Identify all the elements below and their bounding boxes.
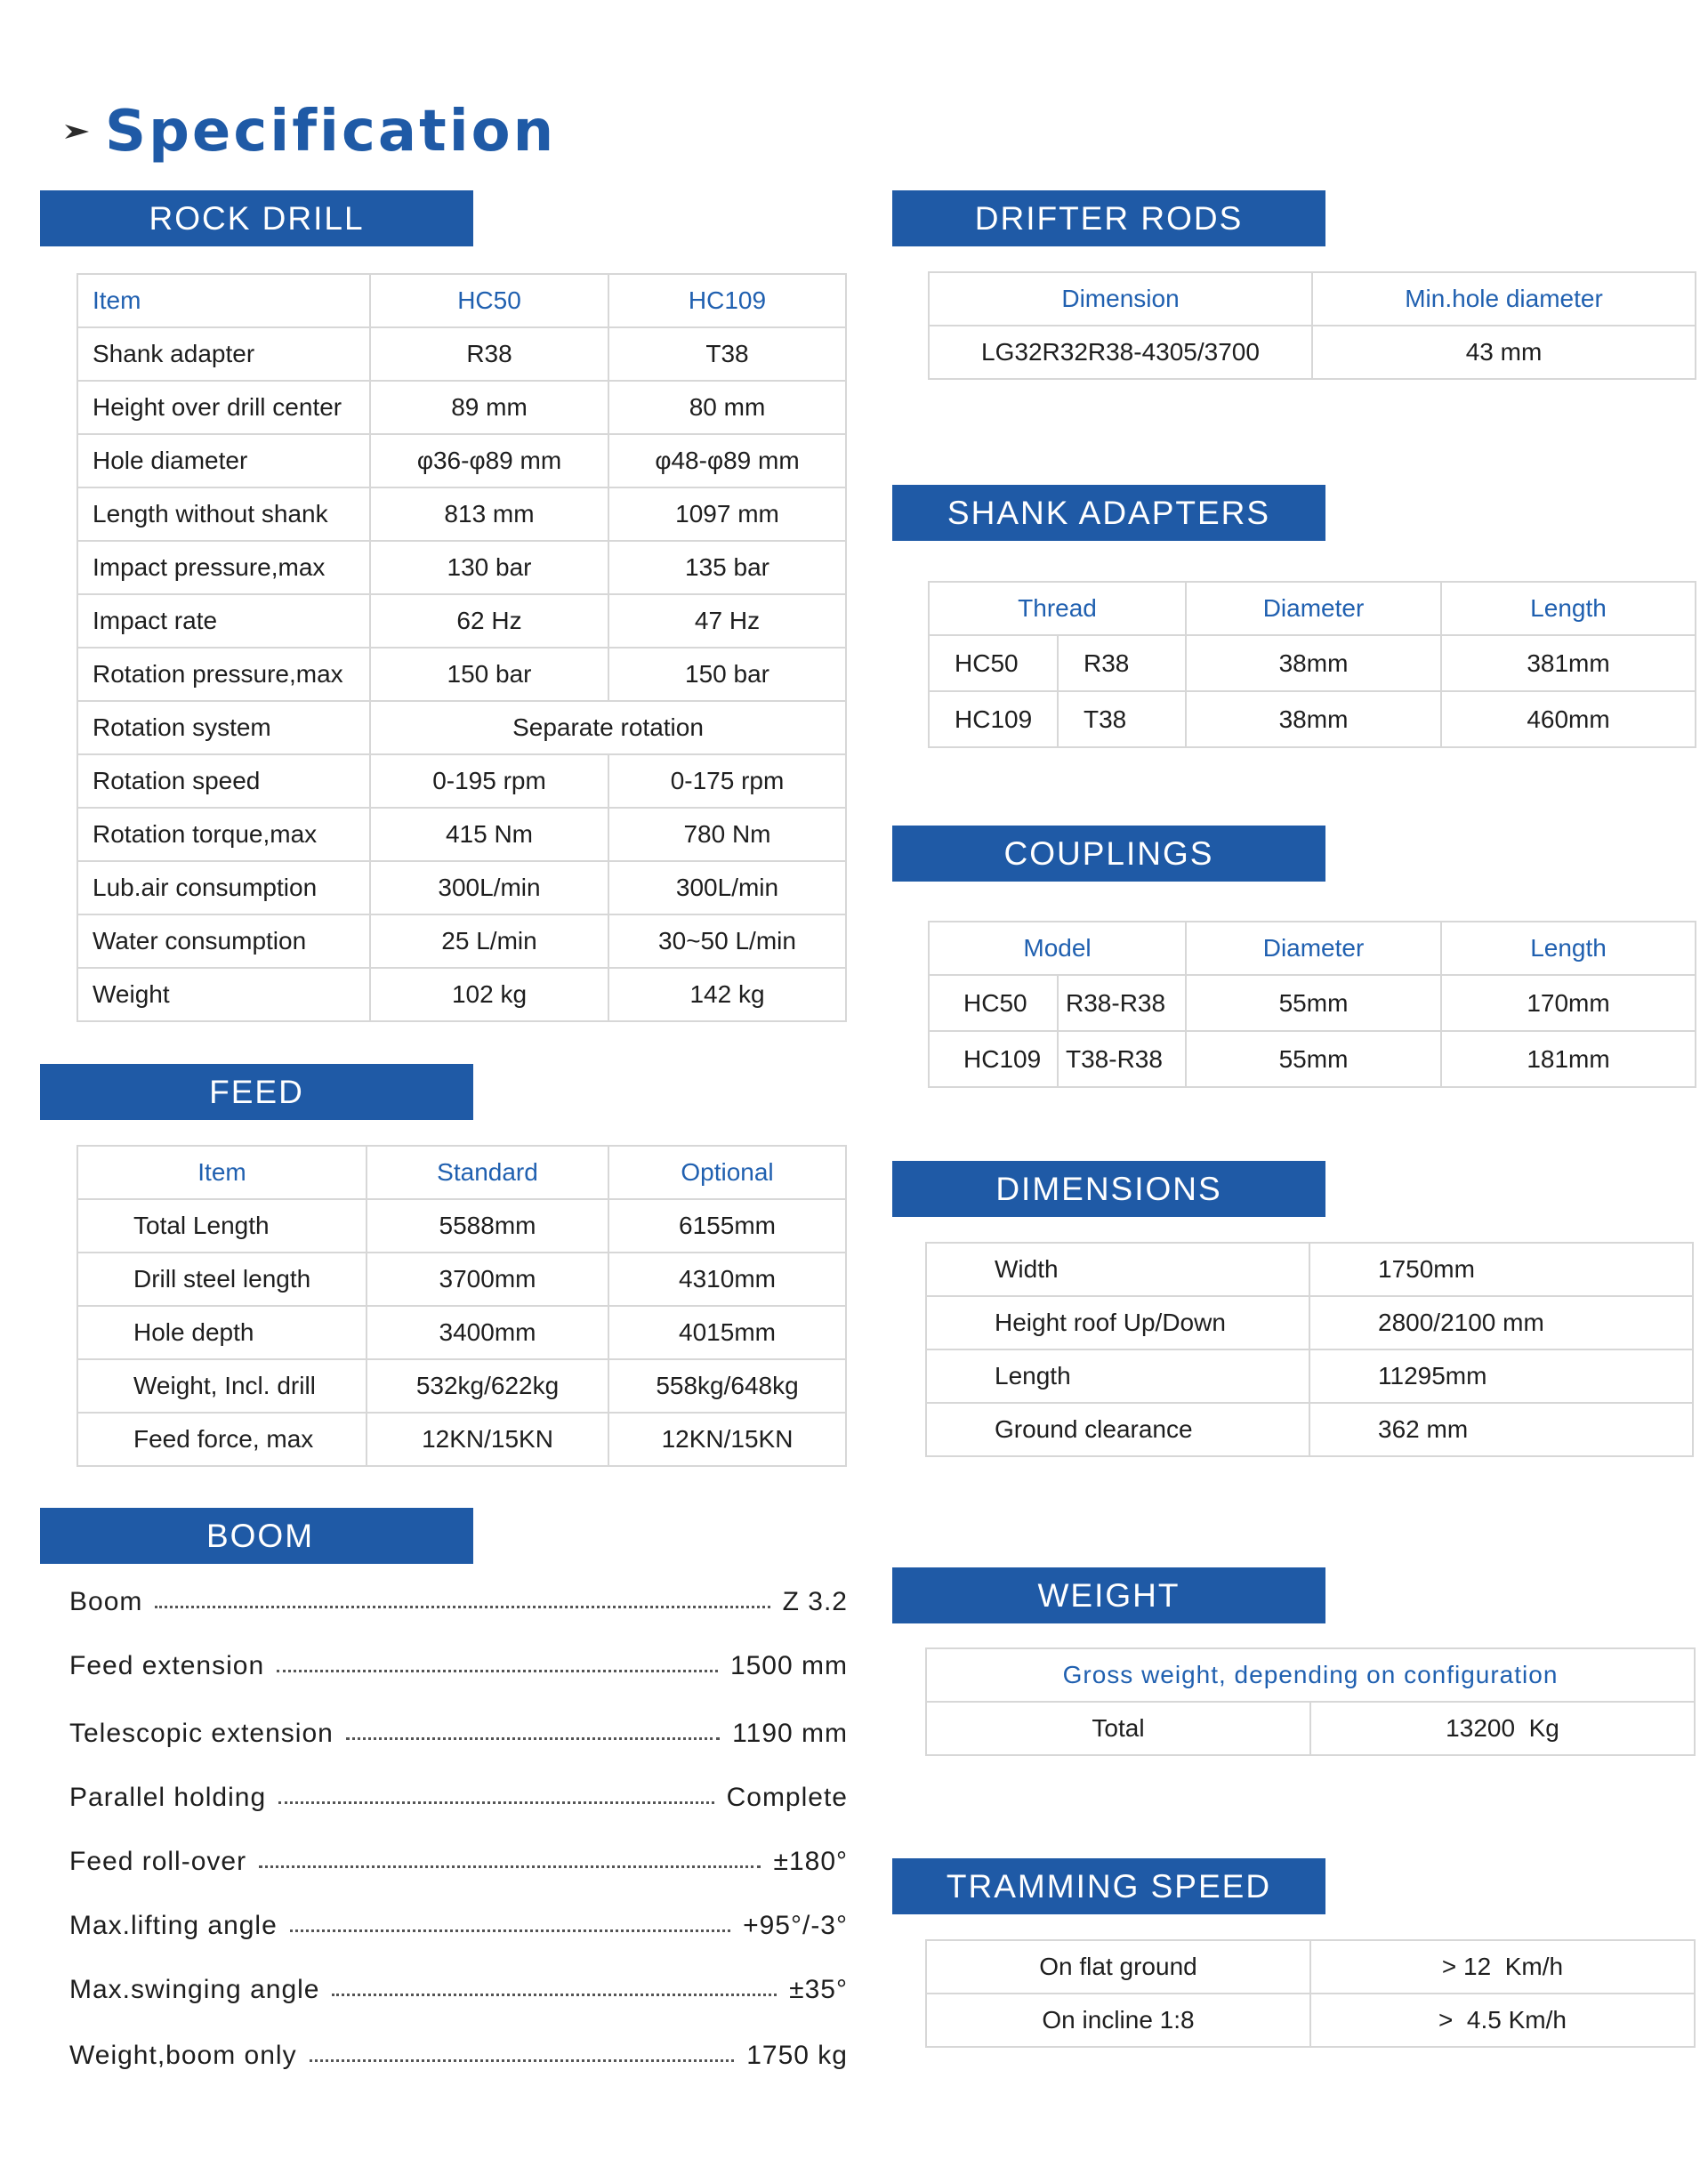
- table-row: [77, 1413, 846, 1466]
- boom-spec-row: [69, 1970, 848, 2005]
- table-row: [77, 594, 846, 648]
- hc50-value: φ36-φ89 mm: [370, 434, 608, 487]
- hc109-value: 300L/min: [608, 861, 846, 914]
- boom-label: Parallel holding: [69, 1783, 267, 1812]
- dimensions-header: DIMENSIONS: [892, 1161, 1325, 1217]
- boom-value: 1190 mm: [732, 1719, 848, 1748]
- table-row: [77, 914, 846, 968]
- row-label: Hole diameter: [77, 434, 370, 487]
- couplings-header: COUPLINGS: [892, 826, 1325, 882]
- row-label: Length: [926, 1349, 1309, 1403]
- length-value: 381mm: [1441, 635, 1696, 691]
- table-row: [77, 648, 846, 701]
- hc50-value: 0-195 rpm: [370, 754, 608, 808]
- table-row: [929, 1031, 1696, 1087]
- boom-spec-row: [69, 1582, 848, 1617]
- optional-value: 12KN/15KN: [608, 1413, 846, 1466]
- row-value: 13200 Kg: [1310, 1702, 1695, 1755]
- table-row: [77, 327, 846, 381]
- optional-value: 4310mm: [608, 1253, 846, 1306]
- diameter-value: 38mm: [1186, 691, 1441, 747]
- row-label: Water consumption: [77, 914, 370, 968]
- boom-value: +95°/-3°: [743, 1911, 848, 1940]
- hc50-value: 300L/min: [370, 861, 608, 914]
- table-row: [926, 1940, 1695, 1994]
- length-value: 181mm: [1441, 1031, 1696, 1087]
- couplings-col-length: Length: [1441, 922, 1696, 975]
- row-label: Shank adapter: [77, 327, 370, 381]
- shank-col-thread: Thread: [929, 582, 1186, 635]
- hc50-value: 150 bar: [370, 648, 608, 701]
- hc50-value: 102 kg: [370, 968, 608, 1021]
- boom-spec-row: [69, 1841, 848, 1877]
- row-label: Length without shank: [77, 487, 370, 541]
- rock-drill-col-hc109: HC109: [608, 274, 846, 327]
- couplings-table: [928, 921, 1696, 1088]
- boom-label: Feed extension: [69, 1651, 265, 1680]
- drifter-rods-table: [928, 271, 1696, 380]
- tramming-speed-header: TRAMMING SPEED: [892, 1858, 1325, 1914]
- row-label: Total: [926, 1702, 1310, 1755]
- boom-value: 1500 mm: [729, 1651, 848, 1680]
- table-row: [77, 541, 846, 594]
- diameter-value: 55mm: [1186, 975, 1441, 1031]
- weight-table: [925, 1647, 1696, 1756]
- page-title-area: [62, 96, 556, 167]
- dotted-leader: [277, 1670, 718, 1672]
- drifter-col-dimension: Dimension: [929, 272, 1312, 326]
- hc109-value: 1097 mm: [608, 487, 846, 541]
- standard-value: 3700mm: [367, 1253, 608, 1306]
- hc109-value: 150 bar: [608, 648, 846, 701]
- boom-spec-row: [69, 1713, 848, 1749]
- rock-drill-header: ROCK DRILL: [40, 190, 473, 246]
- rock-drill-col-hc50: HC50: [370, 274, 608, 327]
- row-label: On incline 1:8: [926, 1994, 1310, 2047]
- hc50-value: 415 Nm: [370, 808, 608, 861]
- boom-value: ±35°: [789, 1975, 848, 2004]
- optional-value: 6155mm: [608, 1199, 846, 1253]
- table-row: [77, 808, 846, 861]
- boom-label: Boom: [69, 1587, 143, 1616]
- dotted-leader: [332, 1994, 777, 1996]
- table-row: [77, 434, 846, 487]
- table-row: [929, 326, 1696, 379]
- row-value: 11295mm: [1309, 1349, 1693, 1403]
- diameter-value: 55mm: [1186, 1031, 1441, 1087]
- table-row: [926, 1702, 1695, 1755]
- table-row: [926, 1349, 1693, 1403]
- row-label: Rotation torque,max: [77, 808, 370, 861]
- row-label: Height roof Up/Down: [926, 1296, 1309, 1349]
- couplings-col-model: Model: [929, 922, 1186, 975]
- dotted-leader: [290, 1929, 730, 1932]
- length-value: 460mm: [1441, 691, 1696, 747]
- hc109-value: 80 mm: [608, 381, 846, 434]
- min-hole-value: 43 mm: [1312, 326, 1696, 379]
- shank-adapters-table: [928, 581, 1696, 748]
- thread-value: T38: [1058, 691, 1186, 747]
- thread-value: R38-R38: [1058, 975, 1186, 1031]
- table-row: [77, 1306, 846, 1359]
- boom-value: ±180°: [773, 1847, 848, 1876]
- table-row: [926, 1243, 1693, 1296]
- boom-label: Telescopic extension: [69, 1719, 334, 1748]
- hc109-value: 47 Hz: [608, 594, 846, 648]
- thread-value: T38-R38: [1058, 1031, 1186, 1087]
- standard-value: 3400mm: [367, 1306, 608, 1359]
- hc109-value: T38: [608, 327, 846, 381]
- row-label: Height over drill center: [77, 381, 370, 434]
- drifter-col-min-hole: Min.hole diameter: [1312, 272, 1696, 326]
- row-value: 362 mm: [1309, 1403, 1693, 1456]
- hc109-value: 135 bar: [608, 541, 846, 594]
- tramming-speed-table: [925, 1939, 1696, 2048]
- boom-label: Feed roll-over: [69, 1847, 247, 1876]
- row-value: 2800/2100 mm: [1309, 1296, 1693, 1349]
- feed-col-standard: Standard: [367, 1146, 608, 1199]
- row-label: Lub.air consumption: [77, 861, 370, 914]
- row-label: Rotation pressure,max: [77, 648, 370, 701]
- table-row: [929, 975, 1696, 1031]
- table-row: [926, 1994, 1695, 2047]
- table-row: [926, 1403, 1693, 1456]
- table-row: [77, 1199, 846, 1253]
- rock-drill-table: [77, 273, 847, 1022]
- row-value: > 12 Km/h: [1310, 1940, 1695, 1994]
- hc50-value: 813 mm: [370, 487, 608, 541]
- feed-col-item: Item: [77, 1146, 367, 1199]
- boom-header: BOOM: [40, 1508, 473, 1564]
- table-row: [929, 635, 1696, 691]
- dotted-leader: [346, 1737, 720, 1740]
- feed-table: [77, 1145, 847, 1467]
- boom-label: Max.lifting angle: [69, 1911, 278, 1940]
- boom-value: 1750 kg: [746, 2041, 848, 2070]
- row-label: Hole depth: [77, 1306, 367, 1359]
- boom-spec-row: [69, 1905, 848, 1941]
- standard-value: 532kg/622kg: [367, 1359, 608, 1413]
- standard-value: 12KN/15KN: [367, 1413, 608, 1466]
- row-label: Feed force, max: [77, 1413, 367, 1466]
- hc109-value: 0-175 rpm: [608, 754, 846, 808]
- row-value: > 4.5 Km/h: [1310, 1994, 1695, 2047]
- hc109-value: φ48-φ89 mm: [608, 434, 846, 487]
- boom-value: Complete: [726, 1783, 848, 1812]
- hc109-value: 30~50 L/min: [608, 914, 846, 968]
- shank-col-length: Length: [1441, 582, 1696, 635]
- row-label: Impact rate: [77, 594, 370, 648]
- boom-spec-row: [69, 1646, 848, 1681]
- hc50-value: R38: [370, 327, 608, 381]
- model-value: HC109: [929, 1031, 1058, 1087]
- page-title: Specification: [105, 99, 557, 165]
- model-value: HC50: [929, 975, 1058, 1031]
- hc50-value: 89 mm: [370, 381, 608, 434]
- thread-value: R38: [1058, 635, 1186, 691]
- weight-header: WEIGHT: [892, 1567, 1325, 1623]
- standard-value: 5588mm: [367, 1199, 608, 1253]
- model-value: HC109: [929, 691, 1058, 747]
- dotted-leader: [155, 1606, 769, 1608]
- hc50-value: 25 L/min: [370, 914, 608, 968]
- boom-spec-row: [69, 2035, 848, 2071]
- row-label: Width: [926, 1243, 1309, 1296]
- row-value: 1750mm: [1309, 1243, 1693, 1296]
- table-row: [77, 754, 846, 808]
- row-label: Ground clearance: [926, 1403, 1309, 1456]
- drifter-rods-header: DRIFTER RODS: [892, 190, 1325, 246]
- table-row: [77, 861, 846, 914]
- dotted-leader: [259, 1865, 761, 1868]
- shank-adapters-header: SHANK ADAPTERS: [892, 485, 1325, 541]
- hc109-value: 142 kg: [608, 968, 846, 1021]
- dotted-leader: [310, 2059, 735, 2062]
- row-label: Weight, Incl. drill: [77, 1359, 367, 1413]
- hc50-value: 130 bar: [370, 541, 608, 594]
- boom-value: Z 3.2: [782, 1587, 848, 1616]
- optional-value: 558kg/648kg: [608, 1359, 846, 1413]
- model-value: HC50: [929, 635, 1058, 691]
- table-row: [77, 1359, 846, 1413]
- row-label: Rotation system: [77, 701, 370, 754]
- row-label: Weight: [77, 968, 370, 1021]
- rock-drill-col-item: Item: [77, 274, 370, 327]
- feed-col-optional: Optional: [608, 1146, 846, 1199]
- weight-caption: Gross weight, depending on configuration: [926, 1648, 1695, 1702]
- dimension-value: LG32R32R38-4305/3700: [929, 326, 1312, 379]
- optional-value: 4015mm: [608, 1306, 846, 1359]
- row-label: Total Length: [77, 1199, 367, 1253]
- hc109-value: 780 Nm: [608, 808, 846, 861]
- row-label: On flat ground: [926, 1940, 1310, 1994]
- boom-spec-row: [69, 1777, 848, 1813]
- combined-value: Separate rotation: [370, 701, 846, 754]
- table-row: [77, 1253, 846, 1306]
- dimensions-table: [925, 1242, 1694, 1457]
- row-label: Rotation speed: [77, 754, 370, 808]
- shank-col-diameter: Diameter: [1186, 582, 1441, 635]
- feed-header: FEED: [40, 1064, 473, 1120]
- row-label: Impact pressure,max: [77, 541, 370, 594]
- boom-label: Max.swinging angle: [69, 1975, 320, 2004]
- chevron-right-icon: [62, 117, 93, 147]
- table-row: [77, 381, 846, 434]
- table-row: [77, 487, 846, 541]
- row-label: Drill steel length: [77, 1253, 367, 1306]
- table-row: [77, 968, 846, 1021]
- length-value: 170mm: [1441, 975, 1696, 1031]
- boom-label: Weight,boom only: [69, 2041, 297, 2070]
- couplings-col-diameter: Diameter: [1186, 922, 1441, 975]
- table-row: [926, 1296, 1693, 1349]
- diameter-value: 38mm: [1186, 635, 1441, 691]
- table-row: [77, 701, 846, 754]
- hc50-value: 62 Hz: [370, 594, 608, 648]
- dotted-leader: [278, 1801, 713, 1804]
- table-row: [929, 691, 1696, 747]
